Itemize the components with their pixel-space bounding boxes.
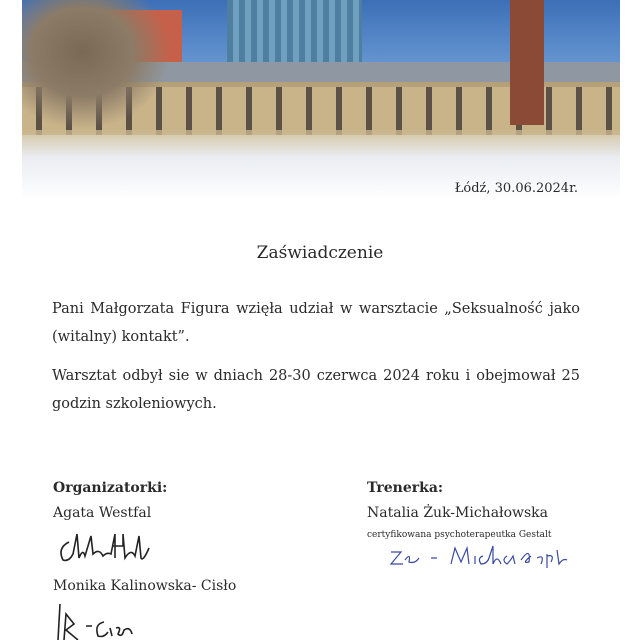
organizer-name-1: Agata Westfal <box>53 505 152 521</box>
signature-natalia-zuk-michalowska <box>385 540 570 570</box>
document-title: Zaświadczenie <box>256 243 384 263</box>
tree <box>22 0 172 130</box>
trainer-name: Natalia Żuk-Michałowska <box>367 505 549 521</box>
signature-monika-kalinowska-cislo <box>52 600 142 640</box>
paragraph-participation: Pani Małgorzata Figura wzięła udział w warsztacie „Seksualność jako (witalny) kontakt”. <box>52 301 580 345</box>
chimney <box>510 0 544 125</box>
organizer-name-2: Monika Kalinowska- Cisło <box>53 578 237 594</box>
trainer-label: Trenerka: <box>367 480 444 496</box>
trainer-title: certyfikowana psychoterapeutka Gestalt <box>367 530 552 540</box>
paragraph-workshop-details: Warsztat odbył sie w dniach 28-30 czerwca 2024 roku i obejmował 25 godzin szkoleniowych. <box>52 368 580 412</box>
organizers-label: Organizatorki: <box>53 480 168 496</box>
header-photo-building <box>22 0 620 200</box>
signature-agata-westfal <box>55 528 155 566</box>
document-date: Łódź, 30.06.2024r. <box>454 181 578 196</box>
